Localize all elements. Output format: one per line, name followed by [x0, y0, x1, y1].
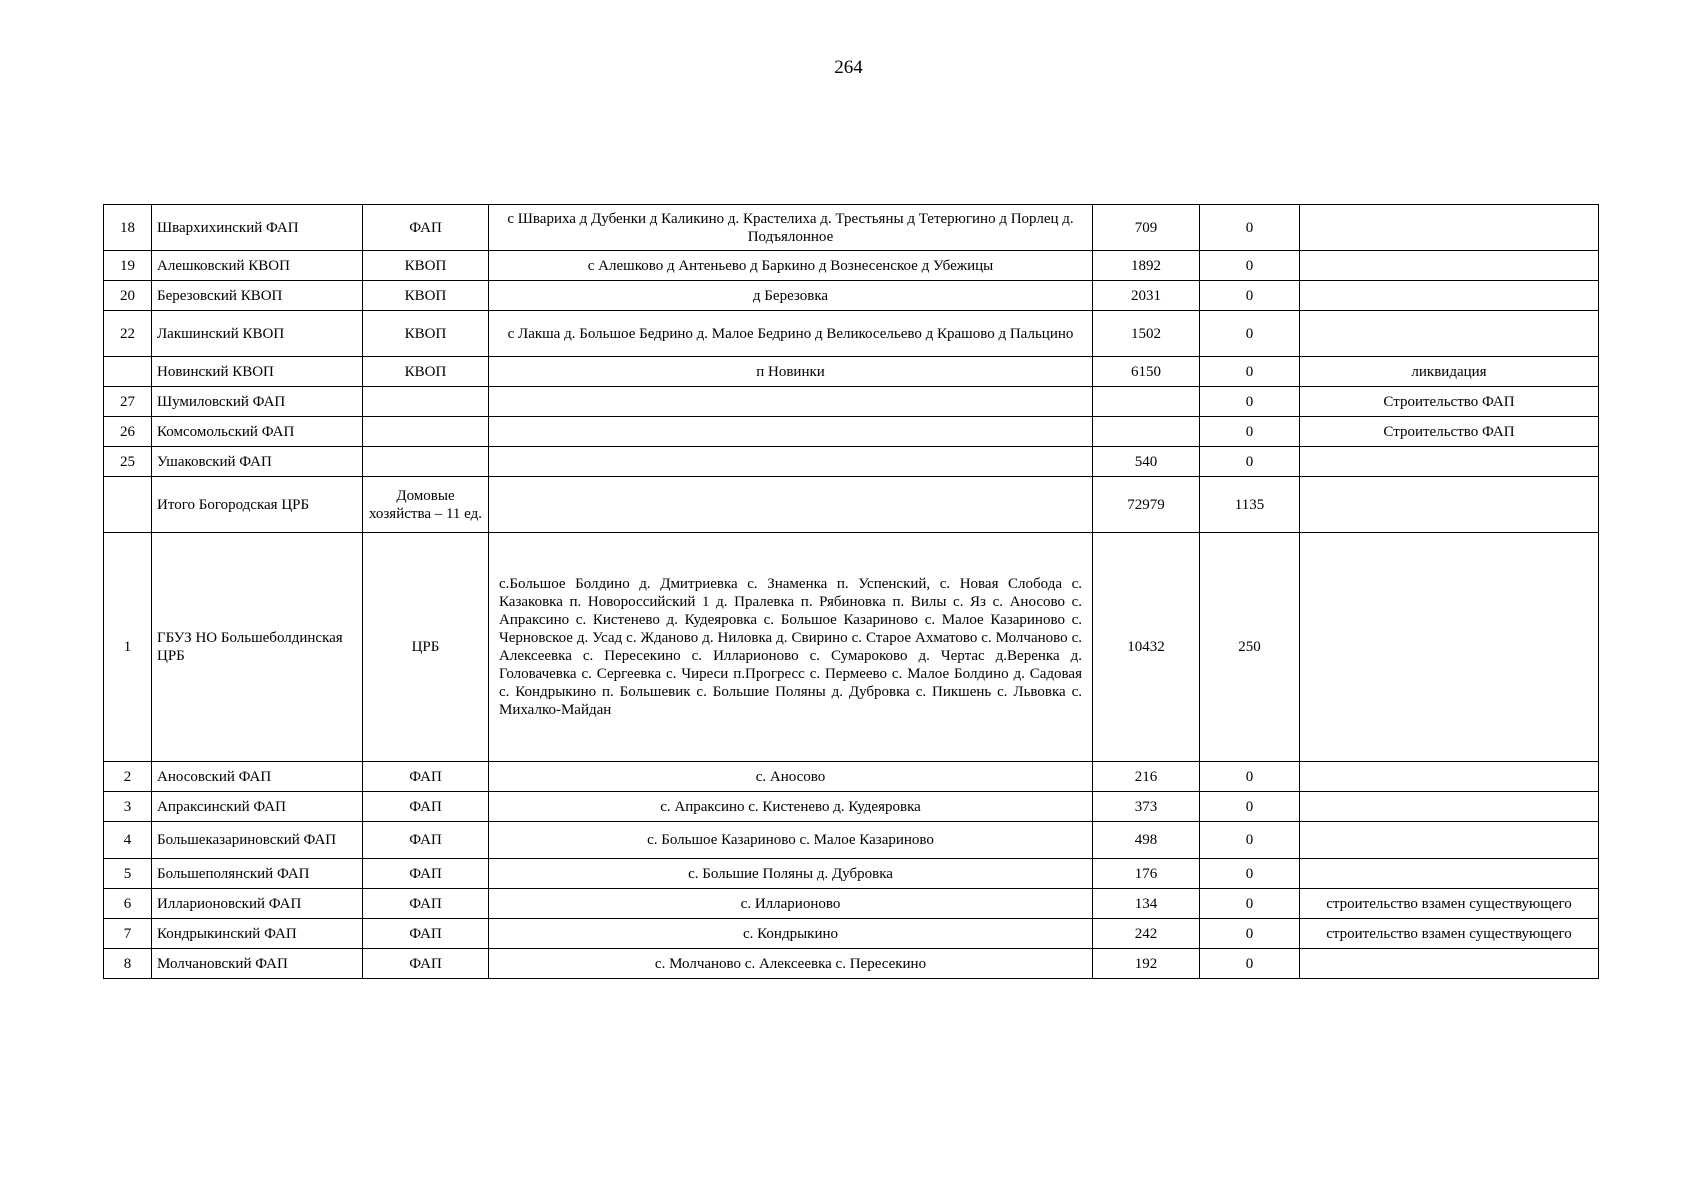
beds: 0: [1200, 889, 1300, 919]
population: 242: [1093, 919, 1200, 949]
service-area: с Лакша д. Большое Бедрино д. Малое Бедрино д Великосельево д Крашово д Пальцино: [489, 311, 1093, 357]
beds: 0: [1200, 311, 1300, 357]
service-area: с. Большое Казариново с. Малое Казариново: [489, 822, 1093, 859]
table-row: [104, 919, 1599, 949]
note: [1300, 792, 1599, 822]
note: [1300, 205, 1599, 251]
facility-name: Кондрыкинский ФАП: [152, 919, 363, 949]
population: 709: [1093, 205, 1200, 251]
table-row: [104, 387, 1599, 417]
facility-type: ФАП: [363, 762, 489, 792]
service-area: с. Большие Поляны д. Дубровка: [489, 859, 1093, 889]
table-row: [104, 417, 1599, 447]
facility-type: ФАП: [363, 205, 489, 251]
row-number: 26: [104, 417, 152, 447]
population: 498: [1093, 822, 1200, 859]
facility-type: ЦРБ: [363, 533, 489, 762]
facility-type: КВОП: [363, 281, 489, 311]
table-row: [104, 281, 1599, 311]
beds: 0: [1200, 949, 1300, 979]
table-row: [104, 357, 1599, 387]
note: [1300, 251, 1599, 281]
facility-type: [363, 387, 489, 417]
facility-type: ФАП: [363, 949, 489, 979]
population: 176: [1093, 859, 1200, 889]
row-number: 1: [104, 533, 152, 762]
row-number: [104, 477, 152, 533]
table-row: [104, 949, 1599, 979]
service-area: с. Илларионово: [489, 889, 1093, 919]
population: 2031: [1093, 281, 1200, 311]
beds: 0: [1200, 251, 1300, 281]
row-number: 5: [104, 859, 152, 889]
facility-name: Большеполянский ФАП: [152, 859, 363, 889]
facility-type: ФАП: [363, 792, 489, 822]
facility-name: Большеказариновский ФАП: [152, 822, 363, 859]
service-area: с Алешково д Антеньево д Баркино д Вознесенское д Убежицы: [489, 251, 1093, 281]
facility-name: Ушаковский ФАП: [152, 447, 363, 477]
table-row: [104, 447, 1599, 477]
beds: 0: [1200, 792, 1300, 822]
note: [1300, 949, 1599, 979]
table-row: [104, 822, 1599, 859]
service-area: с. Молчаново с. Алексеевка с. Пересекино: [489, 949, 1093, 979]
beds: 0: [1200, 822, 1300, 859]
facility-name: Итого Богородская ЦРБ: [152, 477, 363, 533]
service-area: с. Апраксино с. Кистенево д. Кудеяровка: [489, 792, 1093, 822]
row-number: 2: [104, 762, 152, 792]
note: Строительство ФАП: [1300, 387, 1599, 417]
beds: 0: [1200, 762, 1300, 792]
row-number: 4: [104, 822, 152, 859]
row-number: 22: [104, 311, 152, 357]
facility-type: ФАП: [363, 859, 489, 889]
facility-type: Домовые хозяйства – 11 ед.: [363, 477, 489, 533]
population: 10432: [1093, 533, 1200, 762]
facility-name: Лакшинский КВОП: [152, 311, 363, 357]
population: 192: [1093, 949, 1200, 979]
service-area: [489, 447, 1093, 477]
service-area: п Новинки: [489, 357, 1093, 387]
beds: 0: [1200, 357, 1300, 387]
beds: 0: [1200, 447, 1300, 477]
note: [1300, 281, 1599, 311]
service-area: с. Аносово: [489, 762, 1093, 792]
facility-name: Шумиловский ФАП: [152, 387, 363, 417]
population: [1093, 417, 1200, 447]
facility-name: Аносовский ФАП: [152, 762, 363, 792]
population: 540: [1093, 447, 1200, 477]
facility-type: КВОП: [363, 251, 489, 281]
beds: 0: [1200, 919, 1300, 949]
note: [1300, 311, 1599, 357]
table-row: [104, 251, 1599, 281]
service-area: с Швариха д Дубенки д Каликино д. Крастелиха д. Трестьяны д Тетерюгино д Порлец д. Подъялонное: [489, 205, 1093, 251]
facility-name: ГБУЗ НО Большеболдинская ЦРБ: [152, 533, 363, 762]
population: 1892: [1093, 251, 1200, 281]
row-number: 18: [104, 205, 152, 251]
beds: 0: [1200, 417, 1300, 447]
row-number: 7: [104, 919, 152, 949]
facility-name: Алешковский КВОП: [152, 251, 363, 281]
note: [1300, 533, 1599, 762]
note: ликвидация: [1300, 357, 1599, 387]
facility-type: ФАП: [363, 889, 489, 919]
facility-type: КВОП: [363, 357, 489, 387]
population: 216: [1093, 762, 1200, 792]
beds: 0: [1200, 205, 1300, 251]
population: 6150: [1093, 357, 1200, 387]
table-row: [104, 311, 1599, 357]
facility-type: ФАП: [363, 919, 489, 949]
note: строительство взамен существующего: [1300, 889, 1599, 919]
note: [1300, 762, 1599, 792]
table-row: [104, 859, 1599, 889]
beds: 1135: [1200, 477, 1300, 533]
row-number: 25: [104, 447, 152, 477]
row-number: 3: [104, 792, 152, 822]
facility-type: [363, 417, 489, 447]
row-number: 20: [104, 281, 152, 311]
facility-name: Березовский КВОП: [152, 281, 363, 311]
table-row: [104, 792, 1599, 822]
medical-facilities-table: [103, 204, 1599, 979]
note: строительство взамен существующего: [1300, 919, 1599, 949]
row-number: [104, 357, 152, 387]
note: [1300, 822, 1599, 859]
table-row: [104, 477, 1599, 533]
facility-type: КВОП: [363, 311, 489, 357]
table-row: [104, 762, 1599, 792]
row-number: 27: [104, 387, 152, 417]
service-area: [489, 387, 1093, 417]
note: Строительство ФАП: [1300, 417, 1599, 447]
table-row: [104, 889, 1599, 919]
facility-name: Молчановский ФАП: [152, 949, 363, 979]
beds: 0: [1200, 281, 1300, 311]
facility-type: [363, 447, 489, 477]
row-number: 8: [104, 949, 152, 979]
facility-type: ФАП: [363, 822, 489, 859]
facility-name: Апраксинский ФАП: [152, 792, 363, 822]
population: 373: [1093, 792, 1200, 822]
population: 1502: [1093, 311, 1200, 357]
row-number: 19: [104, 251, 152, 281]
beds: 0: [1200, 387, 1300, 417]
service-area: с. Кондрыкино: [489, 919, 1093, 949]
service-area: с.Большое Болдино д. Дмитриевка с. Знаменка п. Успенский, с. Новая Слобода с. Казаковка п. Новороссийский 1 д. Пралевка п. Рябиновка п. Вилы с. Яз с. Аносово с. Апраксино с. Кистенево д. Кудеяровка с. Большое Казариново с. Малое Казариново с. Черновское д. Усад с. Жданово д. Ниловка д. Свирино с. Старое Ахматово с. Молчаново с. Алексеевка с. Пересекино с. Илларионово с. Сумароково д. Чертас д.Веренка д. Головачевка с. Сергеевка с. Чиреси п.Прогресс с. Пермеево с. Малое Болдино д. Садовая с. Кондрыкино п. Большевик с. Большие Поляны д. Дубровка с. Пикшень с. Львовка с. Михалко-Майдан: [489, 533, 1093, 762]
population: 72979: [1093, 477, 1200, 533]
service-area: д Березовка: [489, 281, 1093, 311]
service-area: [489, 417, 1093, 447]
row-number: 6: [104, 889, 152, 919]
table-row: [104, 533, 1599, 762]
facility-name: Комсомольский ФАП: [152, 417, 363, 447]
beds: 250: [1200, 533, 1300, 762]
service-area: [489, 477, 1093, 533]
facility-name: Новинский КВОП: [152, 357, 363, 387]
facility-name: Илларионовский ФАП: [152, 889, 363, 919]
note: [1300, 447, 1599, 477]
note: [1300, 477, 1599, 533]
note: [1300, 859, 1599, 889]
beds: 0: [1200, 859, 1300, 889]
population: 134: [1093, 889, 1200, 919]
page-number: 264: [834, 57, 863, 78]
facility-name: Швархихинский ФАП: [152, 205, 363, 251]
population: [1093, 387, 1200, 417]
table-row: [104, 205, 1599, 251]
